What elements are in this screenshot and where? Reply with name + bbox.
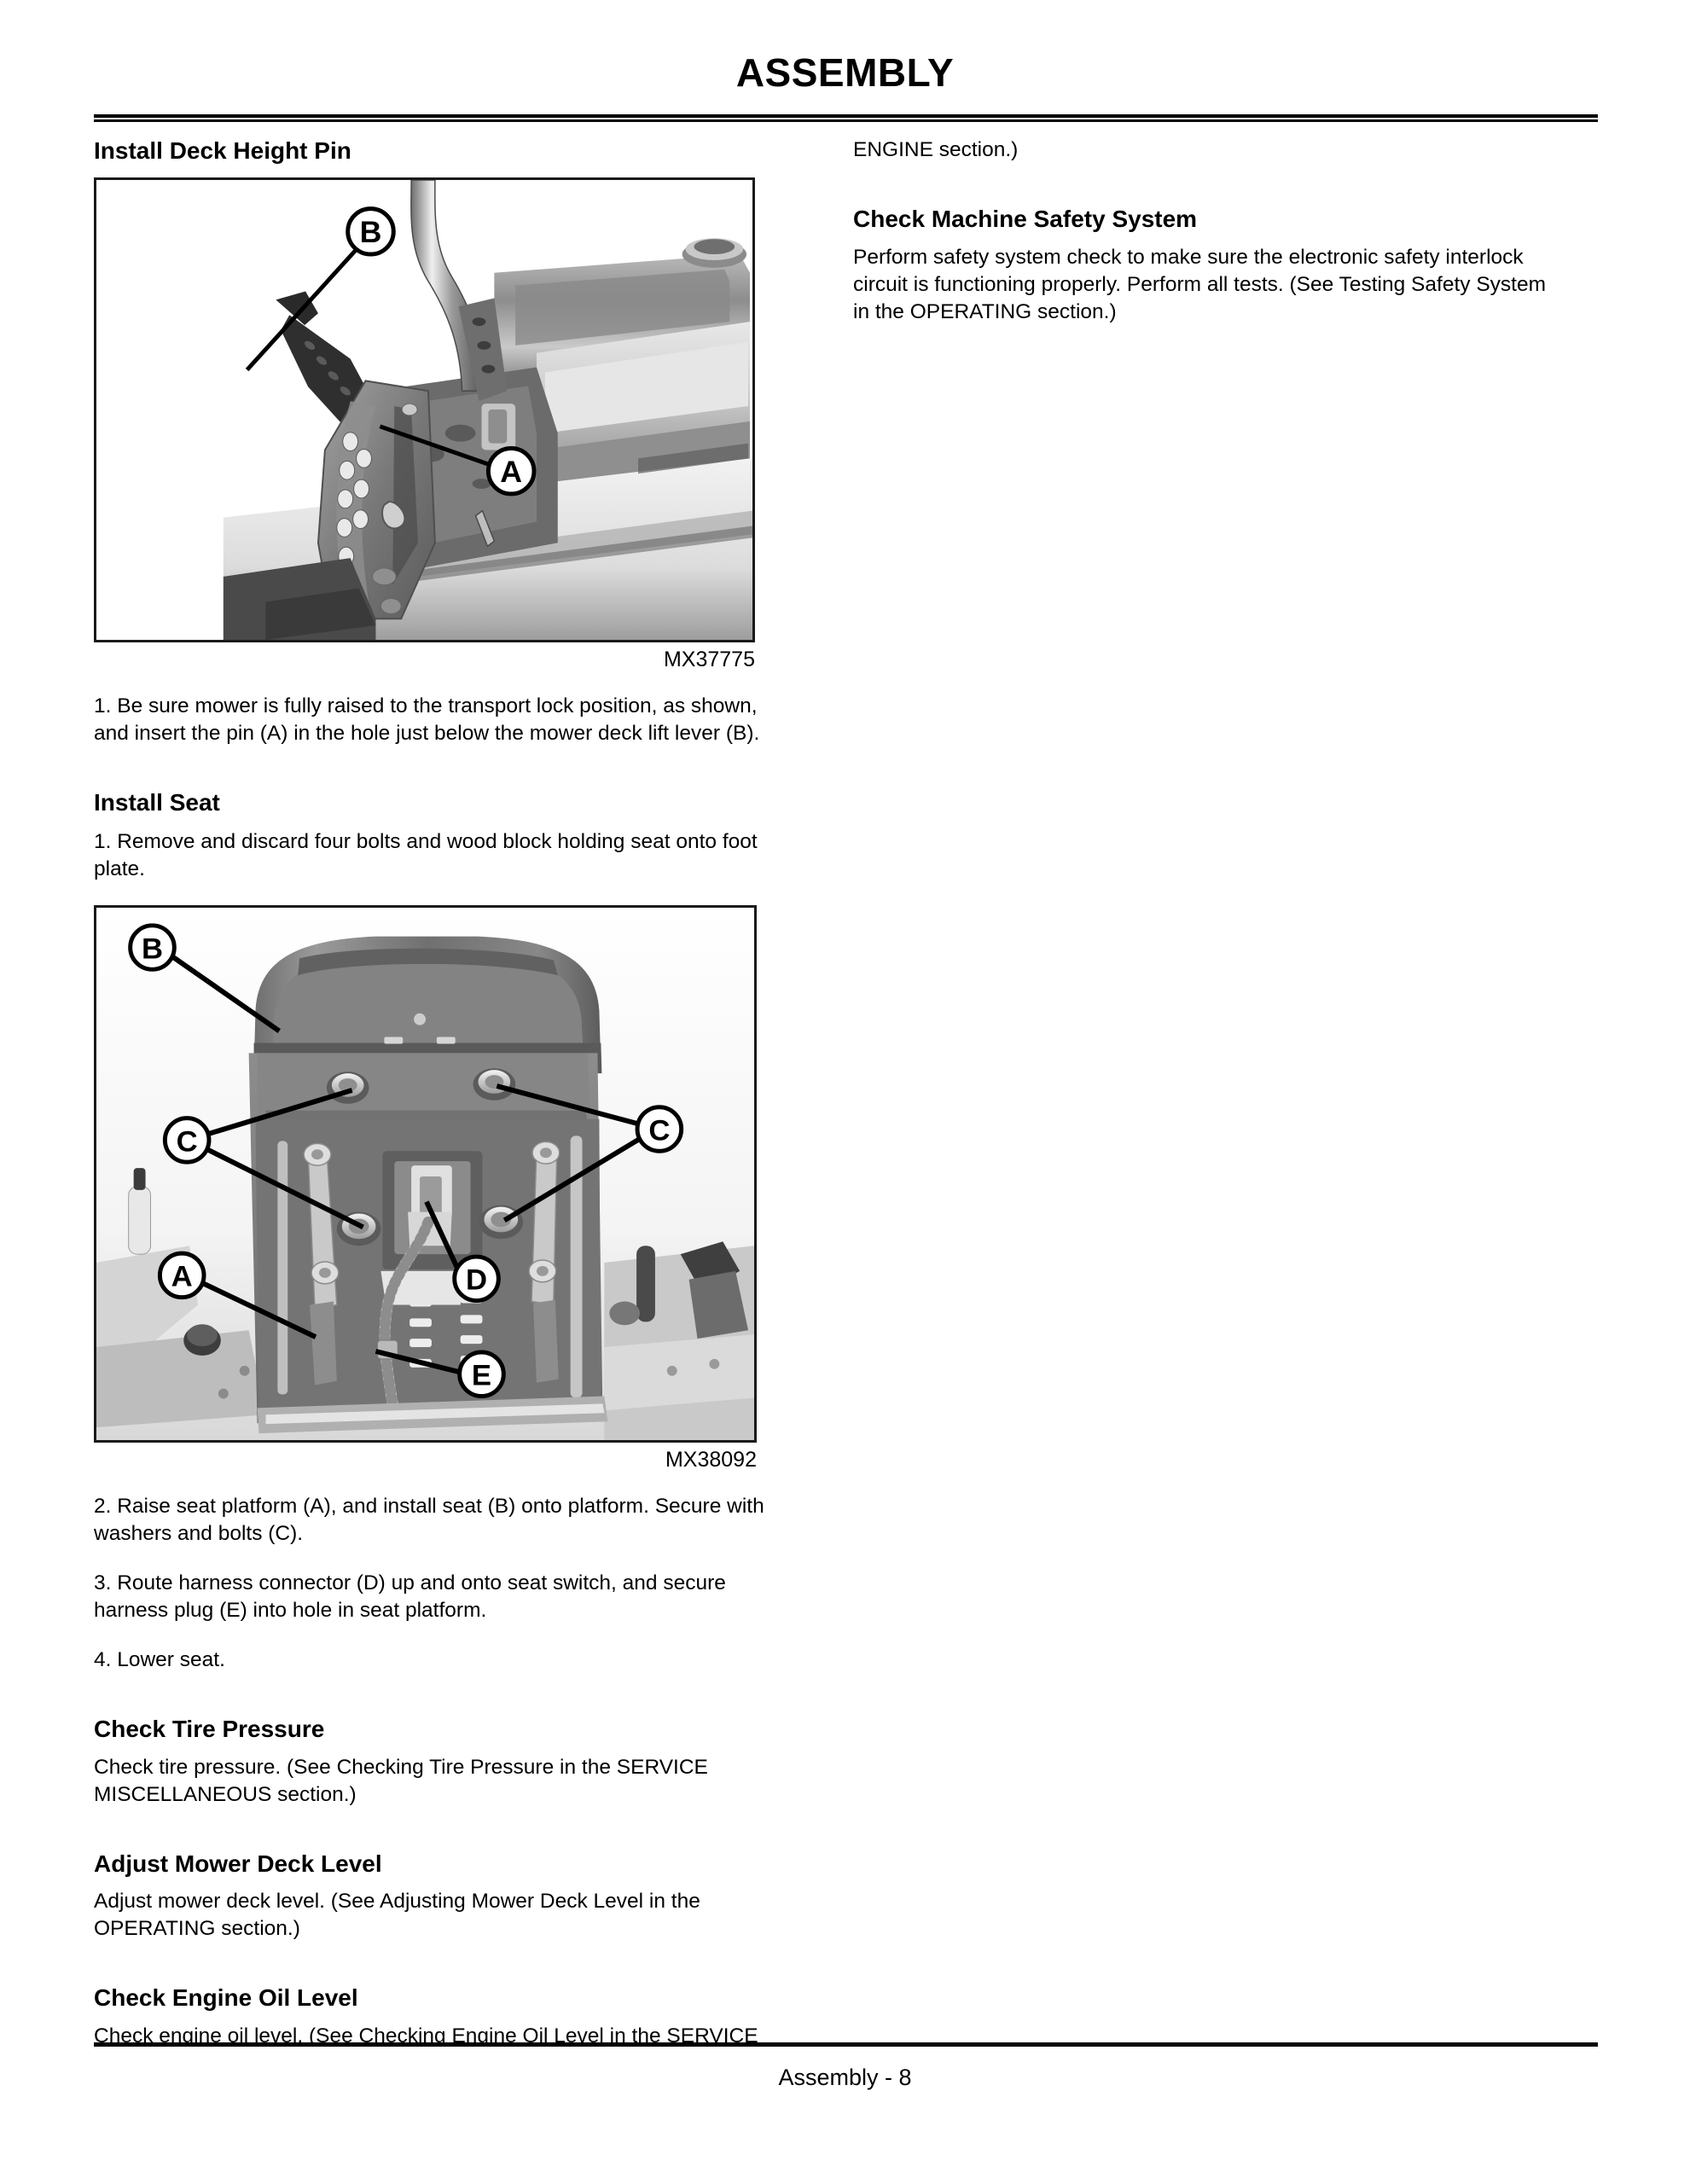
callout-a <box>160 1253 204 1298</box>
body-check-machine-safety-system: Perform safety system check to make sure the electronic safety interlock circuit is functioning properly. Perform all tests. (See Testing Safety System in the OPERATING section.) <box>853 245 1547 323</box>
callout-c-right <box>637 1107 682 1152</box>
callout-b <box>348 208 394 253</box>
svg-text:C: C <box>648 1114 671 1147</box>
footer-divider <box>94 2042 1598 2047</box>
figure-1-caption: MX37775 <box>663 647 755 671</box>
heading-check-machine-safety-system: Check Machine Safety System <box>853 206 1198 232</box>
svg-text:B: B <box>141 932 164 966</box>
footer-page-label: Assembly - 8 <box>778 2065 912 2090</box>
heading-install-deck-height-pin: Install Deck Height Pin <box>94 137 351 164</box>
figure-deck-height-pin <box>94 177 795 674</box>
callout-a <box>488 448 534 493</box>
svg-text:C: C <box>176 1125 198 1159</box>
header-divider <box>94 114 1598 122</box>
spacer <box>94 1474 795 1493</box>
callout-c-left <box>165 1118 209 1163</box>
spacer <box>94 1696 795 1715</box>
spacer <box>94 1831 795 1850</box>
heading-check-engine-oil-level: Check Engine Oil Level <box>94 1984 358 2012</box>
step-deck-pin-1: 1. Be sure mower is fully raised to the transport lock position, as shown, and insert the pin (A) in the hole just below the mower deck lift lever (B). <box>94 694 760 745</box>
callout-b <box>131 926 175 970</box>
spacer <box>94 1965 795 1984</box>
figure-2-caption: MX38092 <box>665 1448 757 1472</box>
step-seat-3: 3. Route harness connector (D) up and onto seat switch, and secure harness plug (E) into hole in seat platform. <box>94 1571 726 1623</box>
svg-text:A: A <box>500 454 523 489</box>
step-seat-2: 2. Raise seat platform (A), and install seat (B) onto platform. Secure with washers and bolts (C). <box>94 1495 764 1546</box>
page-title: ASSEMBLY <box>735 50 955 95</box>
callout-d <box>455 1257 499 1301</box>
right-column <box>853 136 1561 326</box>
spacer <box>94 770 795 788</box>
callout-e <box>460 1352 504 1397</box>
body-check-tire-pressure: Check tire pressure. (See Checking Tire Pressure in the SERVICE MISCELLANEOUS section.) <box>94 1755 708 1806</box>
figure-2-frame <box>94 905 757 1443</box>
figure-1-frame <box>94 177 755 642</box>
deck-height-pin-illustration <box>96 180 752 640</box>
heading-adjust-mower-deck-level: Adjust Mower Deck Level <box>94 1850 382 1877</box>
svg-text:D: D <box>465 1263 488 1297</box>
body-check-engine-oil-level: Check engine oil level. (See Checking Engine Oil Level in the SERVICE <box>94 2024 758 2048</box>
step-seat-4: 4. Lower seat. <box>94 1648 225 1672</box>
svg-text:A: A <box>171 1260 193 1293</box>
figure-install-seat <box>94 905 795 1474</box>
spacer <box>853 186 1561 205</box>
continuation-text: ENGINE section.) <box>853 138 1019 161</box>
left-column <box>94 136 795 2050</box>
svg-text:B: B <box>359 214 382 249</box>
spacer <box>94 674 795 693</box>
svg-text:E: E <box>471 1359 492 1392</box>
step-seat-1: 1. Remove and discard four bolts and wood block holding seat onto foot plate. <box>94 830 758 881</box>
heading-check-tire-pressure: Check Tire Pressure <box>94 1716 325 1743</box>
seat-platform-illustration <box>96 908 754 1440</box>
body-adjust-mower-deck-level: Adjust mower deck level. (See Adjusting Mower Deck Level in the OPERATING section.) <box>94 1890 700 1941</box>
heading-install-seat: Install Seat <box>94 788 220 816</box>
